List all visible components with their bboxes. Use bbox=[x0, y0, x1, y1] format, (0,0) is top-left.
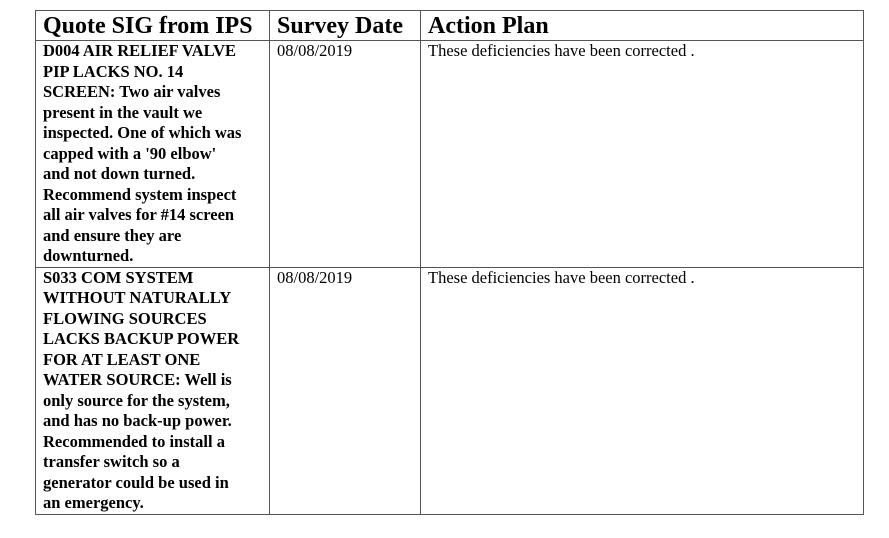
sig-text-line: LACKS BACKUP POWER bbox=[43, 329, 240, 348]
sig-text-line: and not down turned. bbox=[43, 164, 196, 183]
action-plan-cell: These deficiencies have been corrected . bbox=[421, 267, 864, 514]
action-plan-cell: These deficiencies have been corrected . bbox=[421, 41, 864, 268]
sig-text-line: inspected. One of which was bbox=[43, 123, 242, 142]
deficiency-table bbox=[35, 10, 864, 515]
sig-text-line: generator could be used in bbox=[43, 472, 229, 492]
sig-text-line: capped with a '90 elbow' bbox=[43, 143, 217, 163]
sig-text-line: Recommend system inspect bbox=[43, 184, 237, 204]
sig-text-line: FLOWING SOURCES bbox=[43, 308, 207, 328]
survey-date-cell: 08/08/2019 bbox=[270, 41, 421, 268]
header-action-plan: Action Plan bbox=[421, 11, 864, 41]
table-header-row bbox=[36, 11, 864, 41]
sig-text-line: PIP LACKS NO. 14 bbox=[43, 61, 184, 81]
sig-text-line: SCREEN: Two air valves bbox=[43, 82, 221, 101]
sig-text-line: FOR AT LEAST ONE bbox=[43, 349, 201, 369]
sig-text-line: an emergency. bbox=[43, 493, 144, 512]
sig-text-line: present in the vault we bbox=[43, 102, 203, 122]
sig-text-line: only source for the system, bbox=[43, 390, 230, 410]
sig-text-line: WATER SOURCE: Well is bbox=[43, 370, 232, 389]
sig-text-line: and has no back-up power. bbox=[43, 411, 232, 430]
sig-text-line: Recommended to install a bbox=[43, 431, 225, 451]
survey-date-cell: 08/08/2019 bbox=[270, 267, 421, 514]
header-survey-date: Survey Date bbox=[270, 11, 421, 41]
sig-cell bbox=[36, 41, 270, 268]
sig-cell bbox=[36, 267, 270, 514]
sig-text-line: and ensure they are bbox=[43, 225, 182, 245]
sig-text-line: transfer switch so a bbox=[43, 452, 180, 471]
sig-text-line: S033 COM SYSTEM bbox=[43, 267, 194, 287]
header-quote-sig: Quote SIG from IPS bbox=[36, 11, 270, 41]
sig-text-line: downturned. bbox=[43, 246, 134, 265]
table-row bbox=[36, 41, 864, 268]
sig-text-line: WITHOUT NATURALLY bbox=[43, 288, 232, 307]
sig-text-line: all air valves for #14 screen bbox=[43, 205, 235, 224]
table-row bbox=[36, 267, 864, 514]
sig-text-line: D004 AIR RELIEF VALVE bbox=[43, 41, 237, 60]
